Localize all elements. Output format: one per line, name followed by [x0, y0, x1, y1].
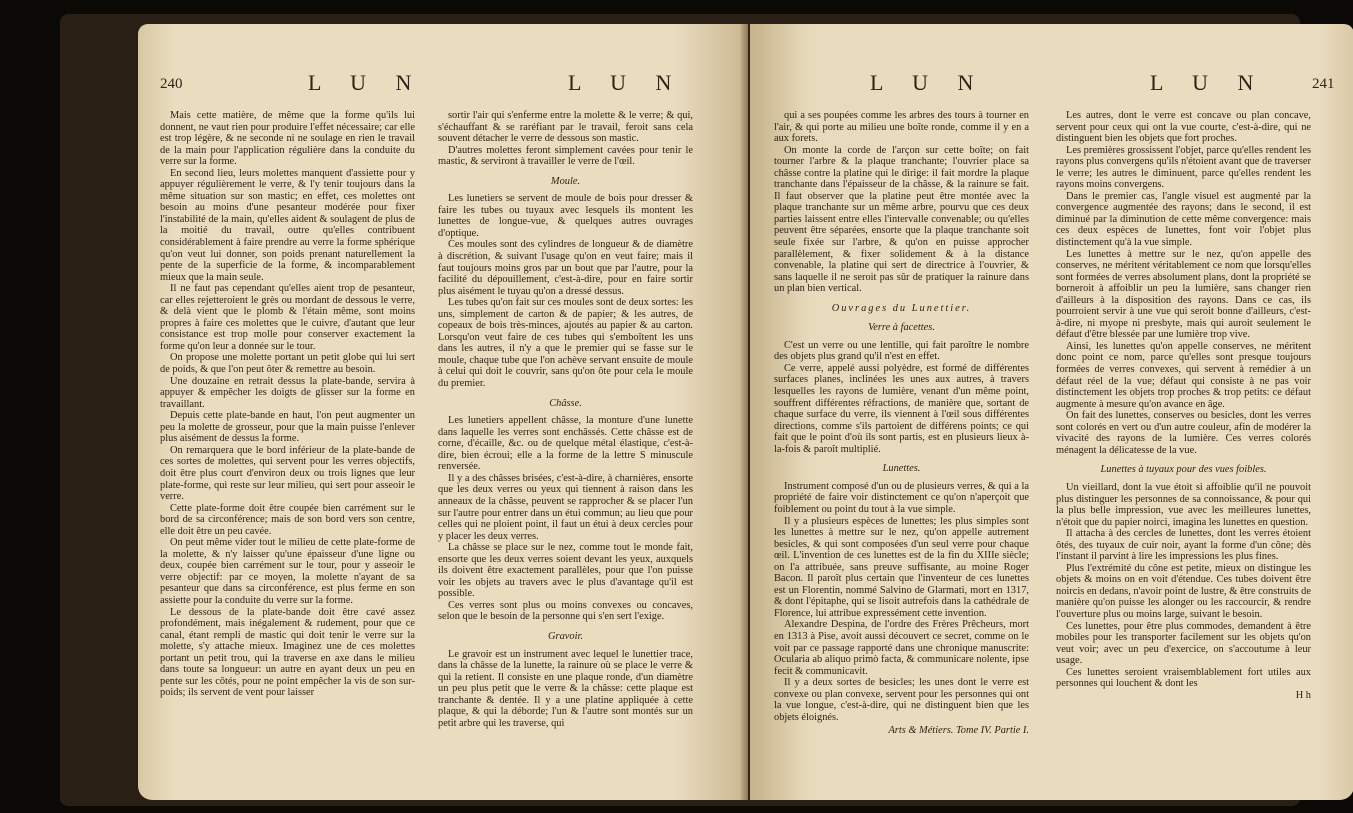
paragraph: C'est un verre ou une lentille, qui fait paroître le nombre des objets plus grand qu'il n'est en effet. — [774, 339, 1029, 363]
paragraph: Les premières grossissent l'objet, parce qu'elles rendent les rayons plus convergens qu'ils n'étoient avant que de traverser le verre; les autres le diminuent, parce qu'elles rendent les rayons moins convergens. — [1056, 144, 1311, 191]
paragraph: Les autres, dont le verre est concave ou plan concave, servent pour ceux qui ont la vue courte, c'est-à-dire, qui ne distinguent bien les objets que fort proches. — [1056, 110, 1311, 145]
paragraph: Le gravoir est un instrument avec lequel le lunettier trace, dans la châsse de la lunette, la rainure où se place le verre & qui la retient. Il consiste en une plaque ronde, d'un diamètre un peu plus petit que le verre & la châsse: cette plaque est tranchante & dentée. Il y a une platine appliquée à cette plaque, & qui la déborde; l'un & l'autre sont montés sur un petit arbre qui les traverse, qui — [438, 648, 693, 729]
section-heading: Ouvrages du Lunettier. — [831, 302, 972, 314]
open-book — [60, 14, 1335, 806]
paragraph: Une douzaine en retrait dessus la plate-bande, servira à appuyer & empêcher les doigts de glisser sur la forme en travaillant. — [160, 375, 415, 410]
paragraph: Les lunetiers se servent de moule de bois pour dresser & faire les tubes ou tuyaux avec lesquels ils montent les lunettes de longue-vue, & quelques autres ouvrages d'optique. — [438, 193, 693, 239]
running-head: L U N — [870, 70, 986, 95]
section-heading: Lunettes. — [882, 463, 921, 475]
paragraph: Il y a deux sortes de besicles; les unes dont le verre est convexe ou plan convexe, servent pour les personnes qui ont la vue longue, c'est-à-dire, qui ne distinguent bien que les objets éloignés. — [774, 677, 1029, 723]
page-number: 240 — [160, 76, 183, 92]
paragraph: Mais cette matière, de même que la forme qu'ils lui donnent, ne vaut rien pour produire l'effet nécessaire; car elle est trop légère, & ne seconde ni ne soulage en rien le travail de la main pour l'application régulière dans la conduite du verre sur la forme. — [160, 110, 415, 168]
paragraph: On propose une molette portant un petit globe qui lui sert de poids, & que l'on peut ôter & remettre au besoin. — [160, 352, 415, 376]
paragraph: Il y a plusieurs espèces de lunettes; les plus simples sont les lunettes à mettre sur le nez, qu'on appelle autrement besicles, & qui sont composées d'un seul verre pour chaque œil. L'invention de ces lunettes est de la fin du XIIIe siècle; on l'a attribuée, sans preuve suffisante, au moine Roger Bacon. Il paroît plus certain que l'inventeur de ces lunettes est un Florentin, nommé Salvino de Glarmati, mort en 1317, & dont l'épitaphe, qui se lisoit autrefois dans la cathédrale de Florence, lui attribue expressément cette invention. — [774, 515, 1029, 619]
running-head: L U N — [1150, 70, 1266, 95]
paragraph: Cette plate-forme doit être coupée bien carrément sur le bord de sa circonférence; mais de son bord vers son centre, elle doit être un peu cavée. — [160, 502, 415, 537]
paragraph: Ces moules sont des cylindres de longueur & de diamètre à discrétion, & suivant l'usage qu'on en veut faire; mais il faut toujours moins gros par un bout que par l'autre, pour la facilité du dépouillement, c'est-à-dire, pour en faire sortir plus aisément le tuyau qu'on a dressé dessus. — [438, 239, 693, 297]
paragraph: Dans le premier cas, l'angle visuel est augmenté par la convergence augmentée des rayons; dans le second, il est diminué par la diminution de cette même convergence: mais ces deux espèces de lunettes, font voir l'objet plus distinctement qu'à la vue simple. — [1056, 190, 1311, 249]
paragraph: Instrument composé d'un ou de plusieurs verres, & qui a la propriété de faire voir distinctement ce qu'on n'aperçoit que foiblement ou point du tout à la vue simple. — [774, 480, 1029, 515]
paragraph: Depuis cette plate-bande en haut, l'on peut augmenter un peu la molette de grosseur, pour que la main puisse l'enlever plus aisément de dessus la forme. — [160, 410, 415, 445]
paragraph: Ce verre, appelé aussi polyèdre, est formé de différentes surfaces planes, inclinées les unes aux autres, à travers lesquelles les rayons de lumière, venant d'un même point, souffrent différentes réfractions, de manière que, sortant de chaque surface du verre, ils viennent à l'œil sous différentes directions, comme s'ils partoient de différens points; ce qui fait que le point d'où ils sont partis, est en plusieurs lieux à-la-fois & paroît multiplié. — [774, 362, 1029, 455]
paragraph: Les tubes qu'on fait sur ces moules sont de deux sortes: les uns, simplement de carton & de papier; & les autres, de copeaux de bois très-minces, ajoutés au papier & au carton. Lorsqu'on veut faire de ces tubes qui s'emboîtent les uns dans les autres, il n'y a que le premier qui se fasse sur le moule, chaque tube que l'on achève servant ensuite de moule à celui qui doit le couvrir, sans qu'on ôte pour cela le moule du premier. — [438, 297, 693, 390]
paragraph: sortir l'air qui s'enferme entre la molette & le verre; & qui, s'échauffant & se raréfiant par le travail, feroit sans cela souvent détacher le verre de dessous son mastic. — [438, 110, 693, 145]
paragraph: Il ne faut pas cependant qu'elles aient trop de pesanteur, car elles rejetteroient le grès ou mordant de dessous le verre, & delà vient que le plomb & l'étain même, sont moins propres à faire ces molettes que le cuivre, d'autant que leur consistance est trop molle pour conserver exactement la forme qu'on leur a donnée sur le tour. — [160, 283, 415, 352]
text-column — [1056, 110, 1311, 790]
paragraph: Ces verres sont plus ou moins convexes ou concaves, selon que le besoin de la personne qui s'en sert l'exige. — [438, 599, 693, 623]
paragraph: En second lieu, leurs molettes manquent d'assiette pour y appuyer régulièrement le verre, & l'y tenir toujours dans la même situation sur son mastic; en effet, ces molettes ont besoin au moins d'une pesanteur modérée pour fixer l'instabilité de la main, qu'elles aident & soulagent de plus de la moitié du travail, outre qu'elles contribuent considérablement à faire prendre au verre la forme sphérique qu'on veut lui donner, son poids prenant naturellement la pente de la superficie de la forme, & incomparablement mieux que la main seule. — [160, 167, 415, 283]
section-heading: Moule. — [550, 175, 581, 187]
section-heading: Gravoir. — [548, 630, 583, 642]
text-column — [160, 110, 415, 790]
paragraph: Ces lunettes, pour être plus commodes, demandent à être mobiles pour les transporter facilement sur les objets qu'on veut voir; avec un peu d'exercice, on s'accoutume à leur usage. — [1056, 620, 1311, 667]
running-head: L U N — [308, 70, 424, 95]
paragraph: Il y a des châsses brisées, c'est-à-dire, à charnières, ensorte que les deux verres ou yeux qui tiennent à raison dans les anneaux de la châsse, peuvent se rapprocher & se placer l'un sur l'autre pour entrer dans un étui commun; au lieu que pour celles qui ne ploient point, il faut un étui à deux cercles pour y placer les deux verres. — [438, 472, 693, 542]
running-head: L U N — [568, 70, 684, 95]
paragraph: On peut même vider tout le milieu de cette plate-forme de la molette, & n'y laisser qu'une épaisseur d'une ligne ou deux, coupée bien carrément sur le tour, pour y asseoir le verre objectif: par ce moyen, la molette n'ayant de sa pesanteur que dans sa circonférence, est plus ferme en son assiette pour la conduite du verre sur la forme. — [160, 537, 415, 606]
section-heading: Verre à facettes. — [868, 322, 935, 334]
signature-mark: H h — [1295, 689, 1311, 701]
paragraph: On remarquera que le bord inférieur de la plate-bande de ces sortes de molettes, qui servent pour les verres objectifs, doit être plus court d'environ deux ou trois lignes que leur plate-forme, qui reste sur leur milieu, qui sert pour asseoir le verre. — [160, 444, 415, 503]
section-heading: Lunettes à tuyaux pour des vues foibles. — [1100, 464, 1267, 476]
paragraph: Plus l'extrémité du cône est petite, mieux on distingue les objets & moins on en voit d'étendue. Ces tubes doivent être noircis en dedans, n'avoir point de lustre, & être construits de manière qu'on puisse les alonger ou les raccourcir, & rendre l'ouverture plus ou moins large, suivant le besoin. — [1056, 562, 1311, 620]
paragraph: D'autres molettes feront simplement cavées pour tenir le mastic, & serviront à travailler le verre de l'œil. — [438, 144, 693, 168]
left-page-header — [138, 66, 748, 106]
paragraph: Les lunettes à mettre sur le nez, qu'on appelle des conserves, ne méritent véritablement ce nom que lorsqu'elles sont formées de verres absolument plans, dont la propriété se borneroit à affoiblir un peu la lumière, sans changer rien d'ailleurs à la disposition des rayons. Dans ce cas, ils pourroient servir à une vue qui seroit bonne d'ailleurs, c'est-à-dire, ni myope ni presbyte, mais qui auroit seulement le défaut d'être blessée par une lumière trop vive. — [1056, 248, 1311, 341]
paragraph: On fait des lunettes, conserves ou besicles, dont les verres sont colorés en vert ou d'un autre couleur, afin de modérer la vivacité des rayons de la lumière. Ces verres colorés ménagent la délicatesse de la vue. — [1056, 410, 1311, 456]
paragraph: La châsse se place sur le nez, comme tout le monde fait, ensorte que les deux verres soient devant les yeux, auxquels ils doivent être exactement parallèles, pour que l'on puisse voir les objets au travers avec le plus d'avantage qu'il est possible. — [438, 542, 693, 600]
paragraph: qui a ses poupées comme les arbres des tours à tourner en l'air, & qui porte au milieu une boîte ronde, comme il y en a aux forets. — [774, 110, 1029, 145]
paragraph: Un vieillard, dont la vue étoit si affoiblie qu'il ne pouvoit plus distinguer les personnes de sa connoissance, & pour qui la plus belle impression, vue avec les meilleures lunettes, n'étoit que du papier noirci, imagina les lunettes en question. — [1056, 481, 1311, 528]
paragraph: Alexandre Despina, de l'ordre des Frères Prêcheurs, mort en 1313 à Pise, avoit aussi découvert ce secret, comme on le voit par ce passage rapporté dans une chronique manuscrite: Ocularia ab aliquo primò facta, & communicare nolente, ipse fecit & communicavit. — [774, 619, 1029, 677]
text-column — [438, 110, 693, 790]
paragraph: Les lunetiers appellent châsse, la monture d'une lunette dans laquelle les verres sont enchâssés. Cette châsse est de corne, d'écaille, &c. ou de quelque métal élastique, c'est-à-dire, bien écroui; elle a la forme de la lettre S minuscule renversée. — [438, 415, 693, 473]
right-page-header — [750, 66, 1353, 106]
footer-line: Arts & Métiers. Tome IV. Partie I. — [888, 725, 1029, 737]
left-page — [138, 24, 748, 800]
paragraph: On monte la corde de l'arçon sur cette boîte; on fait tourner l'arbre & la plaque tranchante; l'ouvrier place sa châsse contre la platine qui le dirige: il fait mordre la plaque tranchante dans l'épaisseur de la châsse, & la rainure se fait. Il faut observer que la platine peut être montée avec la plaque tranchante sur un même arbre, pourvu que ces deux parties laissent entre elles l'intervalle convenable; ou qu'elles peuvent être séparées, ensorte que la plaque tranchante soit seule fixée sur l'arbre, & qu'on en puisse approcher parallèlement, & fixer solidement & à la distance convenable, la platine qui sert de directrice à l'ouvrier, & sans laquelle il ne seroit pas sûr de pratiquer la rainure dans un plan bien vertical. — [774, 144, 1029, 295]
paragraph: Il attacha à des cercles de lunettes, dont les verres étoient ôtés, des tuyaux de cuir noir, ayant la forme d'un cône; dès l'instant il parvint à lire les impressions les plus fines. — [1056, 528, 1311, 563]
paragraph: Le dessous de la plate-bande doit être cavé assez profondément, mais inégalement & rudement, pour que ce canal, étant rempli de mastic qui doit tenir le verre sur la molette, s'y attache mieux. Imaginez une de ces molettes portant un petit trou, qui la traverse en axe dans le milieu dans toute sa longueur: un autre en ayant deux un peu en pente sur les côtés, pour ne point empêcher la vis de son sur-poids; ils servent de vent pour laisser — [160, 606, 415, 699]
paragraph: Ces lunettes seroient vraisemblablement fort utiles aux personnes qui louchent & dont les — [1056, 666, 1311, 690]
right-page — [750, 24, 1353, 800]
paragraph: Ainsi, les lunettes qu'on appelle conserves, ne méritent donc point ce nom, parce qu'elles sont presque toujours formées de verres convexes, qui servent à remédier à un défaut réel de la vue; défaut qui consiste à ne pas voir distinctement les objets trop proches & trop petits: ce défaut augmente à mesure qu'on avance en âge. — [1056, 340, 1311, 410]
page-number: 241 — [1312, 76, 1335, 92]
section-heading: Châsse. — [549, 397, 582, 409]
text-column — [774, 110, 1029, 790]
